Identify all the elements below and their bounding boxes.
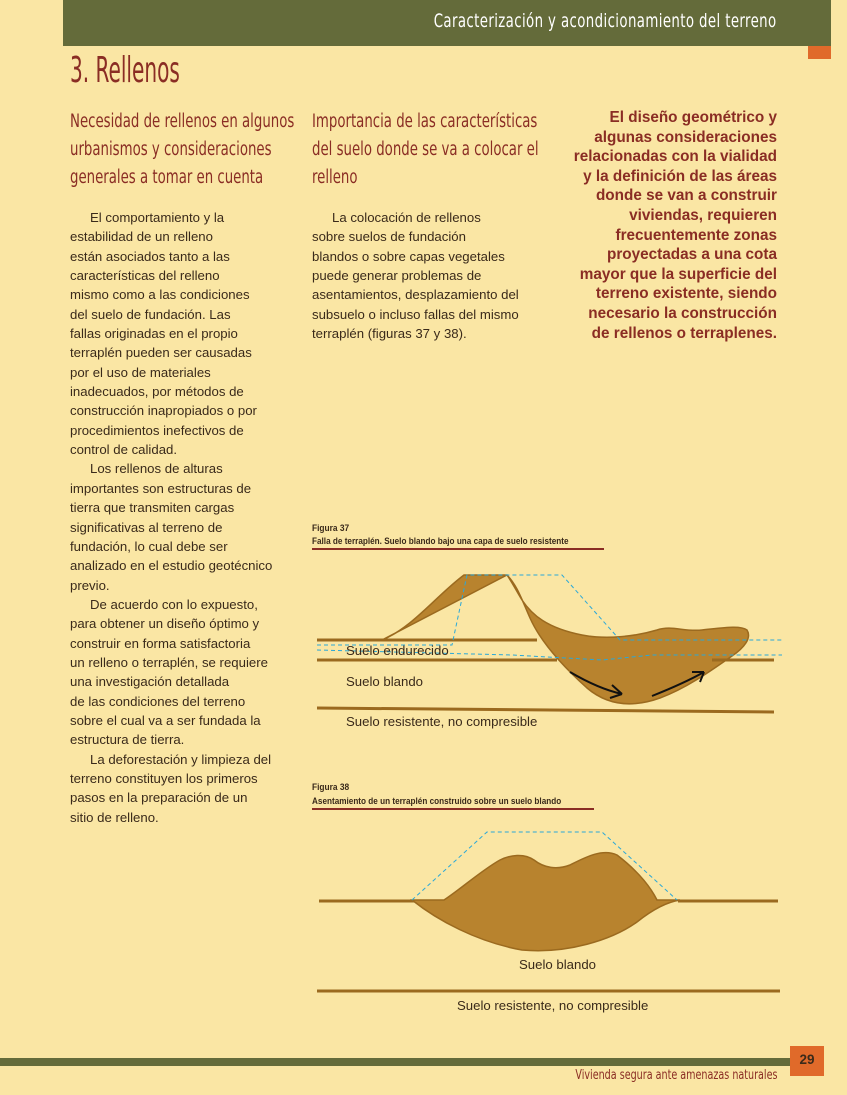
body-line: de las condiciones del terreno (70, 693, 246, 709)
page-number: 29 (799, 1052, 815, 1067)
body-line: fallas originadas en el propio (70, 326, 238, 342)
col2-heading-line: relleno (312, 167, 358, 188)
pull-quote-line: El diseño geométrico y (609, 109, 777, 126)
body-line: pasos en la preparación de un (70, 790, 248, 806)
body-line: El comportamiento y la (90, 210, 225, 225)
body-line: terraplén pueden ser causadas (70, 345, 252, 361)
fig37-diagram (312, 560, 784, 740)
body-line: mismo como a las condiciones (70, 287, 250, 303)
body-line: blandos o sobre capas vegetales (312, 248, 505, 264)
col1-body (70, 208, 272, 827)
body-line: características del relleno (70, 268, 220, 284)
fig37-label-soft: Suelo blando (346, 674, 423, 689)
fig38-caption: Asentamiento de un terraplén construido sobre un suelo blando (312, 796, 562, 807)
body-line: una investigación detallada (70, 674, 230, 690)
pull-quote-line: frecuentemente zonas (615, 226, 777, 244)
fig37-caption-rule (312, 548, 604, 550)
body-line: tierra que transmiten cargas (70, 500, 235, 516)
footer-title: Vivienda segura ante amenazas naturales (574, 1068, 777, 1083)
fig37-label-resistant: Suelo resistente, no compresible (346, 714, 538, 729)
body-line: terraplén (figuras 37 y 38). (312, 326, 467, 342)
fig38-caption-rule (312, 808, 594, 810)
body-line: construir en forma satisfactoria (70, 635, 251, 651)
fig38-embankment (412, 853, 680, 951)
body-line: un relleno o terraplén, se requiere (70, 654, 268, 670)
pull-quote-line: terreno existente, siendo (595, 285, 777, 303)
body-line: De acuerdo con lo expuesto, (90, 596, 258, 612)
header-accent-block (808, 46, 831, 59)
body-line: control de calidad. (70, 442, 178, 458)
fig38-label-soft: Suelo blando (519, 957, 596, 972)
pull-quote-line: de rellenos o terraplenes. (591, 324, 777, 342)
body-line: sitio de relleno. (70, 809, 159, 825)
fig38-label-resistant: Suelo resistente, no compresible (457, 998, 649, 1013)
page-number-box (790, 1046, 824, 1076)
pull-quote-line: viviendas, requieren (629, 206, 777, 224)
body-line: La colocación de rellenos (332, 210, 481, 225)
fig37-resistant-line (317, 708, 774, 712)
body-line: importantes son estructuras de (70, 480, 252, 496)
body-line: del suelo de fundación. Las (70, 306, 231, 322)
body-line: fundación, lo cual debe ser (70, 538, 228, 554)
fig37-number: Figura 37 (312, 523, 350, 534)
col1-heading-line: Necesidad de rellenos en algunos (70, 111, 295, 132)
col2-heading-line: Importancia de las características (312, 111, 538, 132)
body-line: sobre suelos de fundación (312, 229, 466, 245)
pull-quote-line: y la definición de las áreas (583, 167, 777, 185)
body-line: sobre el cual va a ser fundada la (70, 712, 261, 728)
body-line: para obtener un diseño óptimo y (70, 616, 260, 632)
body-line: estructura de tierra. (70, 732, 185, 748)
section-title: 3. Rellenos (70, 50, 180, 91)
pull-quote (537, 108, 777, 343)
col2-body (312, 208, 519, 343)
col1-heading-line: urbanismos y consideraciones (70, 139, 272, 160)
pull-quote-line: necesario la construcción (588, 304, 777, 322)
pull-quote-line: algunas consideraciones (594, 128, 777, 146)
pull-quote-line: donde se van a construir (595, 187, 777, 205)
body-line: Los rellenos de alturas (90, 461, 223, 477)
body-line: construcción inapropiados o por (70, 403, 257, 419)
fig38-number: Figura 38 (312, 782, 350, 793)
col1-heading-line: generales a tomar en cuenta (70, 167, 264, 188)
body-line: procedimientos inefectivos de (70, 422, 244, 438)
body-line: La deforestación y limpieza del (90, 751, 272, 767)
pull-quote-line: mayor que la superficie del (579, 265, 777, 283)
header-title: Caracterización y acondicionamiento del terreno (434, 10, 777, 32)
body-line: estabilidad de un relleno (70, 229, 213, 245)
body-line: analizado en el estudio geotécnico (70, 558, 273, 574)
fig37-label-hardened: Suelo endurecido (346, 643, 449, 658)
fig38-diagram (312, 820, 784, 1020)
body-line: subsuelo o incluso fallas del mismo (312, 306, 519, 322)
body-line: asentamientos, desplazamiento del (312, 287, 519, 303)
body-line: terreno constituyen los primeros (70, 770, 258, 786)
body-line: significativas al terreno de (70, 519, 223, 535)
header-bar (63, 0, 831, 46)
col1-heading (70, 108, 350, 192)
fig38-svg (312, 820, 784, 1020)
col2-heading-line: del suelo donde se va a colocar el (312, 139, 539, 160)
body-line: previo. (70, 577, 110, 593)
body-line: están asociados tanto a las (70, 248, 230, 264)
pull-quote-line: proyectadas a una cota (606, 246, 777, 264)
body-line: puede generar problemas de (312, 268, 482, 284)
footer-bar (0, 1058, 790, 1066)
pull-quote-line: relacionadas con la vialidad (573, 148, 777, 166)
body-line: inadecuados, por métodos de (70, 384, 244, 400)
fig37-caption: Falla de terraplén. Suelo blando bajo una capa de suelo resistente (312, 536, 569, 547)
body-line: por el uso de materiales (70, 364, 211, 380)
